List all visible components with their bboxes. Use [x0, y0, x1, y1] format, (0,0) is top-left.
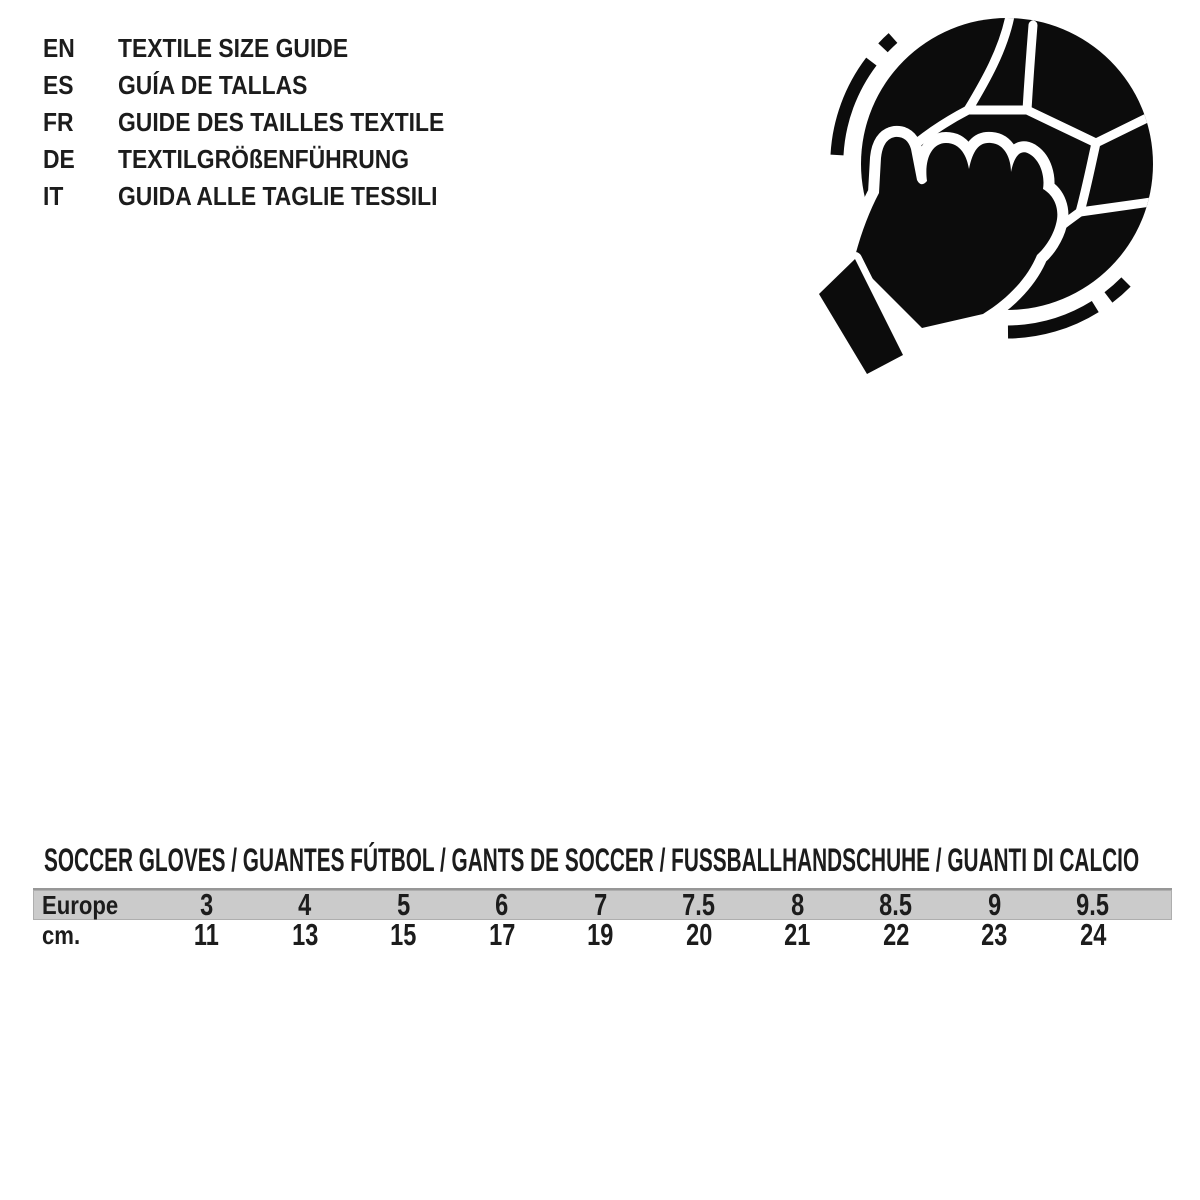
language-code	[43, 104, 118, 141]
size-value: 15	[390, 917, 417, 952]
row-header-text: cm.	[42, 919, 81, 950]
language-row-de	[43, 141, 489, 178]
row-header-europe	[33, 890, 157, 921]
size-table-title	[44, 842, 1200, 879]
language-list	[43, 30, 489, 215]
size-value: 9.5	[1076, 887, 1110, 922]
size-value: 3	[199, 887, 213, 922]
size-value: 20	[685, 917, 712, 952]
cm-size-cell	[551, 917, 650, 953]
language-code	[43, 67, 118, 104]
cm-size-cell	[354, 917, 453, 953]
goalkeeper-glove-soccer-ball-icon	[815, 5, 1180, 375]
language-label	[118, 30, 379, 67]
row-header-cm	[33, 920, 157, 951]
size-value: 7.5	[682, 887, 716, 922]
size-value: 8.5	[879, 887, 913, 922]
size-value: 23	[981, 917, 1008, 952]
cm-size-cell	[945, 917, 1044, 953]
size-value: 24	[1079, 917, 1106, 952]
size-value: 22	[882, 917, 909, 952]
cm-size-cell	[748, 917, 847, 953]
size-table-row-europe	[33, 888, 1172, 920]
size-table	[33, 888, 1172, 950]
language-label	[118, 178, 481, 215]
size-value: 6	[495, 887, 509, 922]
size-value: 19	[587, 917, 614, 952]
language-code	[43, 141, 118, 178]
language-code-text: IT	[43, 181, 64, 211]
language-label	[118, 67, 333, 104]
size-value: 21	[784, 917, 811, 952]
language-label	[118, 141, 449, 178]
language-code-text: EN	[43, 33, 75, 63]
language-code	[43, 178, 118, 215]
row-header-text: Europe	[42, 889, 119, 920]
size-value: 7	[593, 887, 607, 922]
language-label-text: GUÍA DE TALLAS	[118, 70, 308, 100]
language-label-text: GUIDE DES TAILLES TEXTILE	[118, 107, 445, 137]
cm-size-cell	[847, 917, 946, 953]
cm-size-cell	[453, 917, 552, 953]
size-value: 5	[396, 887, 410, 922]
language-row-it	[43, 178, 489, 215]
language-row-en	[43, 30, 489, 67]
language-code-text: DE	[43, 144, 75, 174]
language-code-text: ES	[43, 70, 74, 100]
size-table-title-text: SOCCER GLOVES / GUANTES FÚTBOL / GANTS DE SOCCER / FUSSBALLHANDSCHUHE / GUANTI DI CALCIO	[44, 842, 1140, 878]
cm-size-cell	[157, 917, 256, 953]
glove-ball-svg	[815, 5, 1180, 375]
cm-size-cell	[1044, 917, 1143, 953]
size-value: 13	[291, 917, 318, 952]
language-code-text: FR	[43, 107, 74, 137]
cm-size-cell	[256, 917, 355, 953]
language-label	[118, 104, 489, 141]
language-row-es	[43, 67, 489, 104]
size-value: 8	[790, 887, 804, 922]
language-label-text: TEXTILGRÖßENFÜHRUNG	[118, 144, 410, 174]
size-table-row-cm	[33, 917, 1172, 952]
size-value: 17	[488, 917, 515, 952]
size-value: 11	[193, 917, 219, 952]
size-value: 4	[298, 887, 312, 922]
language-code	[43, 30, 118, 67]
cm-size-cell	[650, 917, 749, 953]
size-value: 9	[987, 887, 1001, 922]
language-label-text: TEXTILE SIZE GUIDE	[118, 33, 349, 63]
language-label-text: GUIDA ALLE TAGLIE TESSILI	[118, 181, 438, 211]
language-row-fr	[43, 104, 489, 141]
